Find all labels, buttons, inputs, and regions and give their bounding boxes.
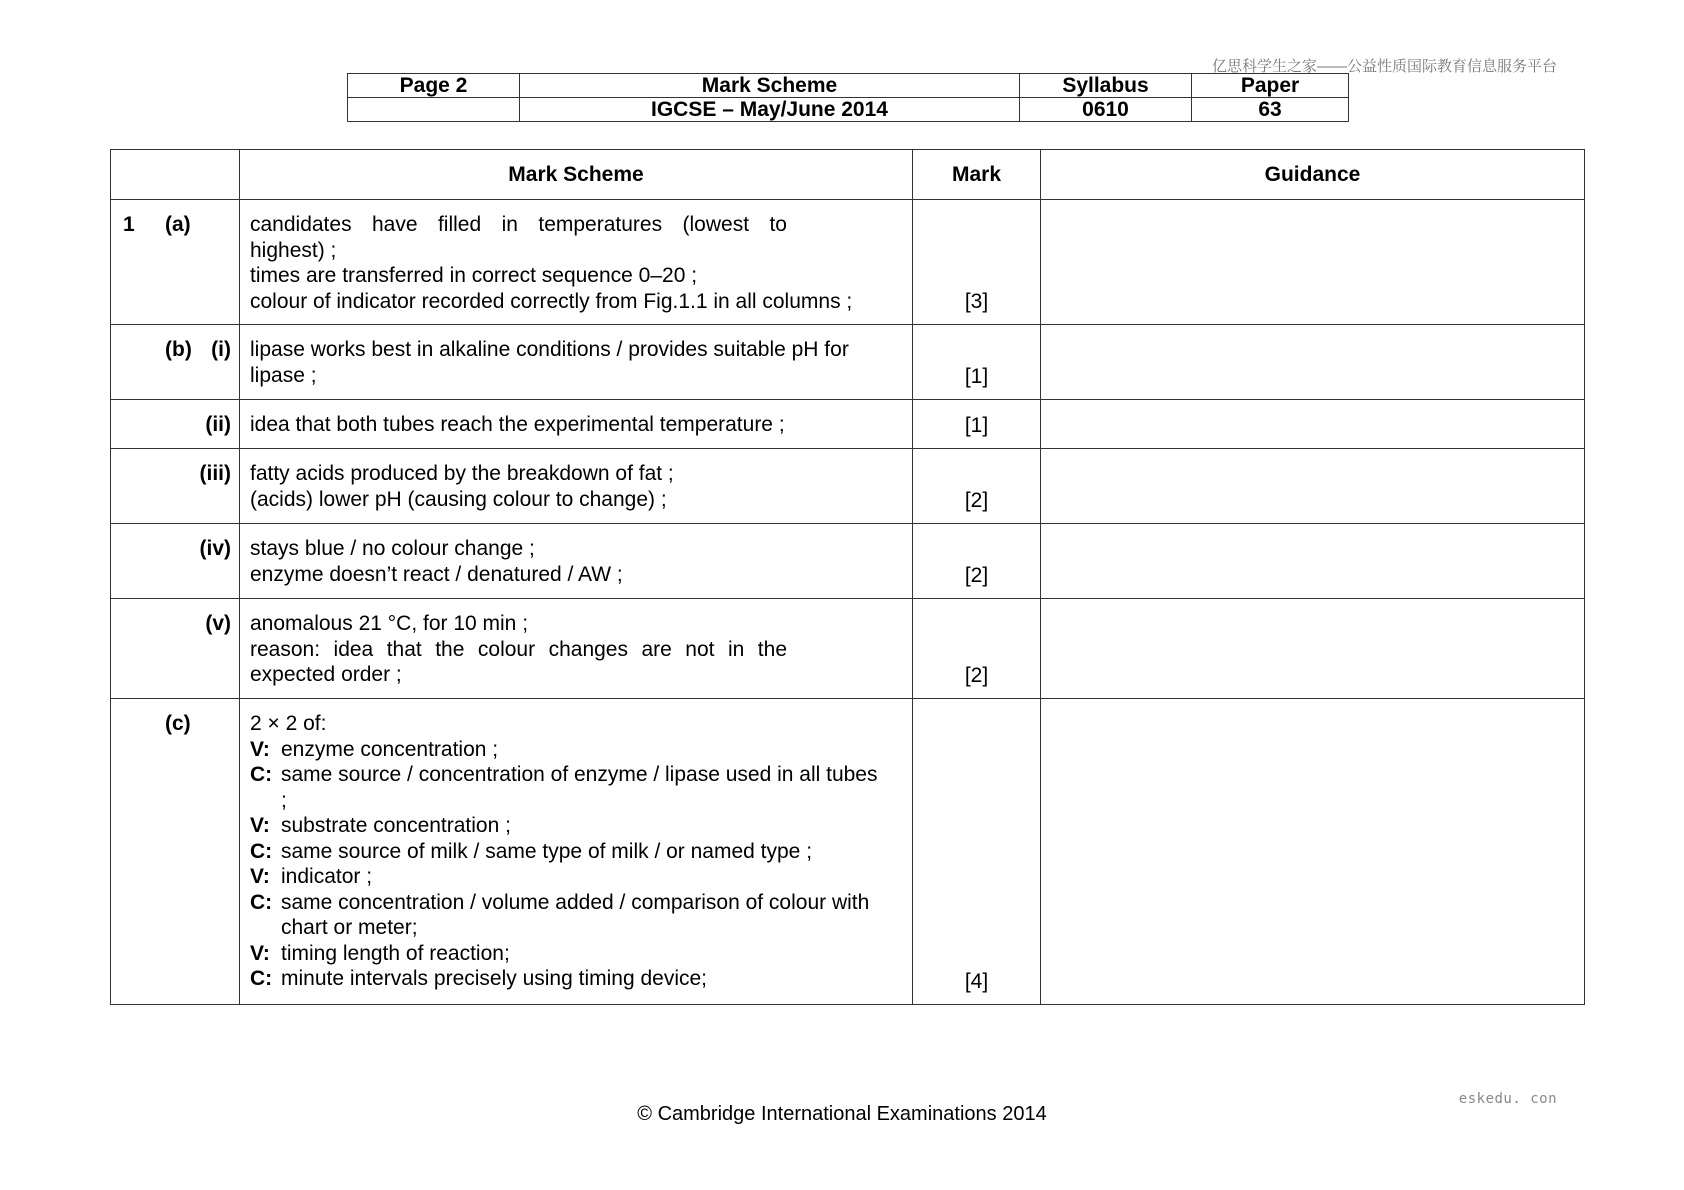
item-text: minute intervals precisely using timing device;	[281, 967, 708, 990]
table-row	[111, 449, 1585, 524]
question-cell	[111, 599, 240, 699]
col-header-mark-scheme: Mark Scheme	[240, 150, 913, 200]
item-label: V:	[250, 737, 270, 761]
scheme-line: anomalous 21 °C, for 10 min ;	[250, 612, 529, 635]
item-text: same concentration / volume added / comparison of colour with chart or meter;	[281, 890, 870, 939]
mark-cell: [1]	[913, 325, 1041, 400]
header-table	[347, 73, 1349, 122]
scheme-cell	[240, 524, 913, 599]
item-label: C:	[250, 967, 273, 990]
question-cell	[111, 325, 240, 400]
scheme-item	[250, 890, 902, 941]
header-paper-value: 63	[1192, 98, 1349, 122]
header-blank	[348, 98, 520, 122]
question-part: (a)	[165, 213, 191, 236]
scheme-line: fatty acids produced by the breakdown of fat ;	[250, 462, 674, 485]
header-page: Page 2	[348, 74, 520, 98]
question-subpart: (ii)	[205, 413, 231, 436]
question-part: (c)	[165, 712, 191, 735]
mark-cell: [2]	[913, 599, 1041, 699]
item-text: enzyme concentration ;	[281, 737, 499, 761]
header-exam: IGCSE – May/June 2014	[520, 98, 1020, 122]
scheme-intro: 2 × 2 of:	[250, 712, 327, 735]
item-label: V:	[250, 865, 270, 888]
scheme-line: (acids) lower pH (causing colour to change) ;	[250, 487, 667, 511]
mark-scheme-table	[110, 149, 1585, 1005]
item-label: C:	[250, 763, 273, 786]
table-row	[111, 524, 1585, 599]
table-header-row	[111, 150, 1585, 200]
header-row-1	[348, 74, 1349, 98]
col-header-guidance: Guidance	[1041, 150, 1585, 200]
item-text: same source / concentration of enzyme / lipase used in all tubes ;	[281, 763, 878, 812]
table-row	[111, 400, 1585, 449]
guidance-cell	[1041, 524, 1585, 599]
question-cell	[111, 200, 240, 325]
question-subpart: (i)	[211, 338, 231, 361]
guidance-cell	[1041, 699, 1585, 1005]
mark-cell: [3]	[913, 200, 1041, 325]
scheme-item	[250, 864, 902, 890]
scheme-line: colour of indicator recorded correctly from Fig.1.1 in all columns ;	[250, 289, 853, 313]
item-label: V:	[250, 941, 270, 965]
header-syllabus-label: Syllabus	[1020, 74, 1192, 98]
guidance-cell	[1041, 200, 1585, 325]
header-paper-label: Paper	[1192, 74, 1349, 98]
scheme-item	[250, 839, 902, 865]
scheme-cell	[240, 699, 913, 1005]
guidance-cell	[1041, 599, 1585, 699]
question-part: (b)	[165, 338, 192, 361]
question-subpart: (v)	[205, 612, 231, 635]
header-syllabus-value: 0610	[1020, 98, 1192, 122]
copyright-footer: © Cambridge International Examinations 2014	[637, 1103, 1047, 1125]
scheme-cell	[240, 449, 913, 524]
item-text: substrate concentration ;	[281, 814, 511, 837]
item-label: V:	[250, 814, 270, 837]
scheme-line: candidates have filled in temperatures (lowest to	[250, 213, 787, 236]
question-cell	[111, 524, 240, 599]
item-label: C:	[250, 890, 273, 914]
mark-cell: [2]	[913, 449, 1041, 524]
item-text: timing length of reaction;	[281, 941, 510, 965]
scheme-line: idea that both tubes reach the experimental temperature ;	[250, 413, 785, 436]
header-row-2	[348, 98, 1349, 122]
table-row	[111, 699, 1585, 1005]
scheme-item	[250, 813, 902, 839]
table-row	[111, 599, 1585, 699]
question-subpart: (iv)	[199, 537, 231, 560]
watermark-bottom: eskedu. con	[1458, 1091, 1557, 1107]
header-title: Mark Scheme	[520, 74, 1020, 98]
guidance-cell	[1041, 325, 1585, 400]
scheme-line: lipase ;	[250, 363, 317, 387]
scheme-line: enzyme doesn’t react / denatured / AW ;	[250, 562, 623, 586]
item-label: C:	[250, 839, 273, 863]
scheme-cell	[240, 599, 913, 699]
col-header-question	[111, 150, 240, 200]
guidance-cell	[1041, 449, 1585, 524]
scheme-line: expected order ;	[250, 663, 402, 686]
guidance-cell	[1041, 400, 1585, 449]
table-row	[111, 200, 1585, 325]
scheme-line: times are transferred in correct sequence 0–20 ;	[250, 264, 698, 287]
item-text: indicator ;	[281, 865, 373, 888]
scheme-line: highest) ;	[250, 238, 337, 262]
scheme-item	[250, 737, 902, 763]
scheme-line: stays blue / no colour change ;	[250, 537, 535, 560]
scheme-cell	[240, 400, 913, 449]
item-text: same source of milk / same type of milk / or named type ;	[281, 839, 813, 863]
scheme-line: reason: idea that the colour changes are not in the	[250, 637, 787, 661]
question-cell	[111, 400, 240, 449]
question-cell	[111, 699, 240, 1005]
scheme-line: lipase works best in alkaline conditions / provides suitable pH for	[250, 338, 849, 361]
question-number: 1	[123, 213, 135, 236]
mark-cell: [1]	[913, 400, 1041, 449]
col-header-mark: Mark	[913, 150, 1041, 200]
question-cell	[111, 449, 240, 524]
table-row	[111, 325, 1585, 400]
mark-cell: [2]	[913, 524, 1041, 599]
scheme-cell	[240, 200, 913, 325]
watermark-top: 亿思科学生之家——公益性质国际教育信息服务平台	[1211, 58, 1557, 75]
question-subpart: (iii)	[199, 462, 231, 485]
mark-cell: [4]	[913, 699, 1041, 1005]
scheme-cell	[240, 325, 913, 400]
scheme-item	[250, 762, 902, 813]
scheme-item	[250, 966, 902, 992]
scheme-item	[250, 941, 902, 967]
